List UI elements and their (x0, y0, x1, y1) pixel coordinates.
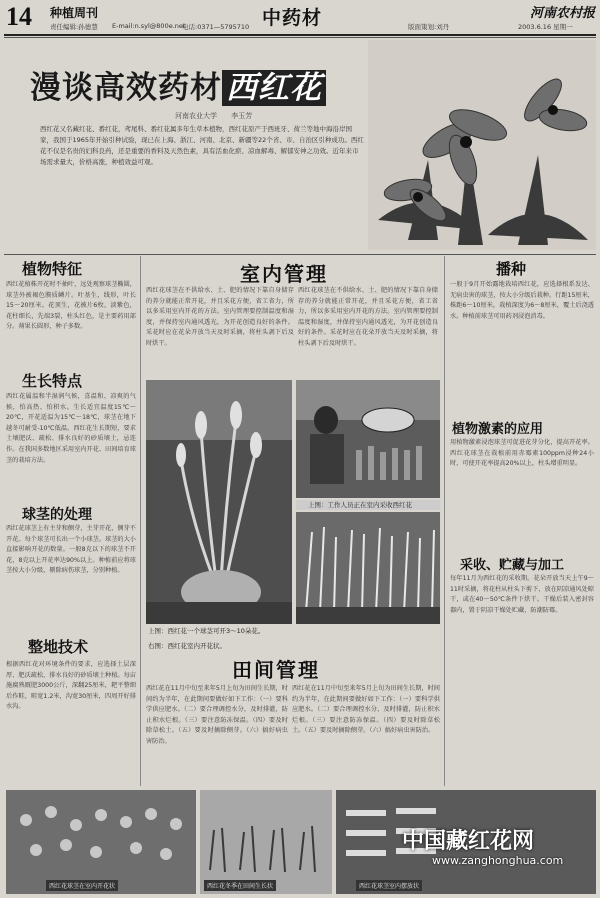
section-body-hormone: 用植物激素浸泡球茎可促进花芽分化，提高开花率。西红花球茎在栽植前用赤霉素100ppm浸种24小时，可使开花率提高20%以上，柱头增重明显。 (450, 439, 594, 468)
bulb-trays-photo (296, 512, 440, 624)
photo1b-caption: 右图：西红花室内开花状。 (148, 642, 226, 650)
intro-paragraph: 西红花又名藏红花、番红花，鸢尾科、番红花属多年生草本植物，西红花原产于西班牙、荷兰等地中海沿岸国家，我国于1965年开始引种试验，现已在上海、浙江、河南、北京、新疆等22个省、市、自治区引种成功。西红花不仅是名贵的妇科良药，还是重要的香料及天然色素，具有活血化瘀、凉血解毒、解郁安神之功效。近年来市场需求量大，价格高涨，种植效益可观。 (40, 125, 364, 166)
section-title-bulb: 球茎的处理 (22, 504, 92, 524)
bulb-flowering-photo (146, 380, 292, 624)
watermark-url: www.zanghonghua.com (432, 854, 564, 867)
section-body-field-1: 西红花在11月中旬至来年5月上旬为田间生长期，时间约为半年，在此期间要做好如下工作：（一）要科学供应肥水。（二）要合理调控水分，及时排灌，防止积水烂根。（三）要注意防冻保温。（四）要及时除草松土。（五）要及时摘除侧芽。（六）搞好病虫害防治。 (146, 685, 288, 745)
header-rule-thin (4, 37, 596, 38)
newspaper-brand: 河南农村报 (530, 6, 596, 21)
photo1-caption: 上图：西红花一个球茎可开3～10朵花。 (148, 627, 265, 635)
footer-photo-3 (336, 790, 596, 894)
section-body-land: 根据西红花对环境条件的要求，应选择土层深厚、肥沃疏松、排水良好的砂质壤土种植。每亩施腐熟厩肥3000公斤，深翻25厘米，耙平整细后作畦，畦宽1.2米，沟宽30厘米，四周开好排水沟。 (6, 661, 136, 711)
section-title-growth: 生长特点 (22, 372, 83, 390)
headline (30, 62, 326, 107)
watermark-name: 中国藏红花网 (402, 829, 535, 854)
column-divider-left (140, 256, 141, 786)
layout-credit: 版面策划:刘丹 (408, 23, 450, 31)
section-body-harvest: 每年11月为西红花的采收期。花朵开放当天上午9～11时采摘，将花柱从柱头下剪下，放在阴凉通风处晾干，或在40～50℃条件下烘干。干燥后装入密封容器内，置于阴凉干燥处贮藏，防潮防霉。 (450, 575, 594, 614)
section-body-sowing: 一般于9月开始露地栽培西红花，应选择根系发达、无病虫害的球茎，按大小分级后栽种。行距15厘米，株距6～10厘米，栽植深度为6～8厘米，覆土后浇透水。种植前球茎可用药剂浸泡消毒。 (450, 281, 594, 320)
headline-main: 漫谈高效药材 (30, 70, 222, 106)
column-divider-right (444, 256, 445, 786)
section-title-hormone: 植物激素的应用 (452, 418, 543, 437)
phone-info: 电话:0371—5795710 (182, 23, 250, 31)
headline-highlight: 西红花 (222, 70, 326, 106)
author-line (175, 111, 252, 121)
section-title-field: 田间管理 (232, 654, 320, 683)
section-title-land: 整地技术 (28, 638, 89, 656)
section-title-sowing: 播种 (496, 260, 527, 278)
section-body-plant: 西红花植株开花时不抽叶，远处观察球茎椭圆，球茎外被褐色膜质鳞片。叶基生，线形，叶长15～20厘米。花顶生，花被片6枚，淡紫色，花柱细长，先端3裂，柱头红色，是主要药用部分。蒴果长圆形，种子多数。 (6, 281, 136, 331)
issue-date: 2003.6.16 星期一 (518, 23, 573, 31)
worker-harvest-photo (296, 380, 440, 498)
column-title: 种植周刊 (50, 6, 99, 20)
section-title-harvest: 采收、贮藏与加工 (460, 554, 564, 573)
author-name: 李玉芳 (231, 112, 253, 120)
header-rule (4, 34, 596, 36)
section-title-plant: 植物特征 (22, 260, 83, 278)
crocus-flower-photo (368, 40, 596, 250)
footer-photo-2 (200, 790, 332, 894)
section-body-indoor-1: 西红花球茎在不供给水、土、肥的情况下靠自身储存的养分就能正常开花，并且采花方便，省工省力，所以多采用室内开花的方法。室内管理要控制温度和湿度，并保持室内通风透光，为开花创造良好的条件。采花时应在花朵开放当天及时采摘，将柱头剥下后及时烘干。 (146, 287, 294, 347)
photo2-caption: 上图：工作人员正在室内采收西红花 (308, 501, 412, 509)
author-affiliation: 河南农业大学 (175, 112, 217, 120)
section-title-indoor: 室内管理 (240, 258, 328, 287)
footer-caption-1: 西红花球茎在室内开花状 (46, 880, 118, 891)
section-body-indoor-2: 西红花球茎在不供给水、土、肥的情况下靠自身储存的养分就能正常开花，并且采花方便，省工省力，所以多采用室内开花的方法。室内管理要控制温度和湿度，并保持室内通风透光，为开花创造良好的条件。采花时应在花朵开放当天及时采摘，将柱头剥下后及时烘干。 (298, 287, 438, 347)
footer-caption-2: 西红花冬季在田间生长状 (204, 880, 276, 891)
category-title: 中药材 (262, 7, 323, 29)
page-number: 14 (6, 2, 32, 31)
footer-photo-1 (6, 790, 196, 894)
photo2-caption-bar (296, 500, 440, 510)
email-info: E-mail:n.syl@800e.net (112, 22, 186, 30)
section-body-field-2: 西红花在11月中旬至来年5月上旬为田间生长期，时间约为半年，在此期间要做好如下工作：（一）要科学供应肥水。（二）要合理调控水分，及时排灌，防止积水烂根。（三）要注意防冻保温。（四）要及时除草松土。（五）要及时摘除侧芽。（六）搞好病虫害防治。 (292, 685, 440, 735)
section-body-bulb: 西红花球茎上有主芽和侧芽，主芽开花，侧芽不开花。每个球茎可长出一个小球茎。球茎的大小直接影响开花的数量。一般8克以下的球茎不开花，8克以上开花率达90%以上。种植前应将球茎按大小分级，剔除病伤球茎，分别种植。 (6, 525, 136, 575)
intro-divider (4, 254, 596, 255)
footer-caption-3: 西红花球茎室内摆放状 (356, 880, 422, 891)
section-body-growth: 西红花属温和半湿润气候，喜温和、凉爽的气候，怕高热、怕积水。生长适宜温度15℃～20℃，开花适温为15℃～18℃，球茎在地下越冬可耐受-10℃低温。西红花生长期短，要求土壤肥沃、疏松、排水良好的砂质壤土，忌连作。在我国多数地区采用室内开花、田间培育球茎的栽培方法。 (6, 393, 136, 464)
editor-credit: 责任编辑:孙德慧 (50, 23, 98, 31)
